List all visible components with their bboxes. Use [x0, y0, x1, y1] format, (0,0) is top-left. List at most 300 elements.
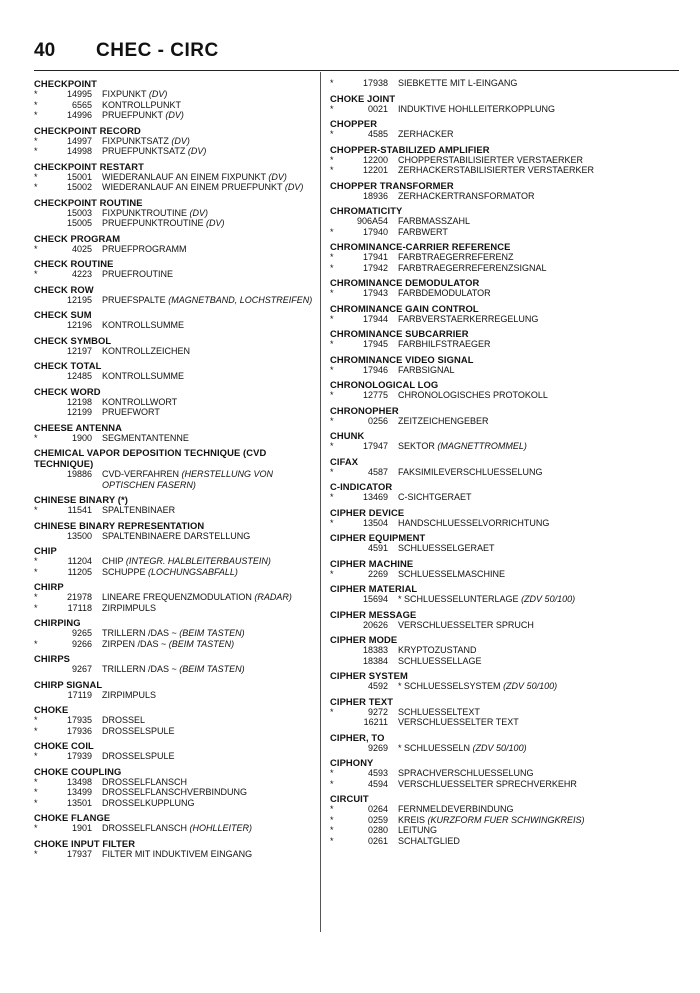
star-marker	[330, 743, 344, 754]
translation-text	[398, 365, 615, 376]
translation-term: KONTROLLZEICHEN	[102, 345, 191, 356]
entry-term: CHINESE BINARY (*)	[34, 494, 128, 505]
star-marker: *	[330, 768, 334, 778]
translation-term: CHRONOLOGISCHES PROTOKOLL	[398, 390, 548, 400]
entry-term: CIFAX	[330, 455, 359, 467]
translation-row	[330, 263, 615, 274]
star-marker: *	[34, 432, 38, 443]
translation-term: ZERHACKERTRANSFORMATOR	[398, 190, 535, 201]
entry-number: 17940	[362, 226, 388, 237]
dictionary-entry	[330, 757, 615, 789]
star-marker	[330, 594, 344, 605]
entry-number: 21978	[66, 592, 92, 602]
translation-term: PRUEFSPALTE	[102, 294, 166, 305]
translation-text	[102, 218, 319, 229]
entry-number: 17945	[362, 339, 388, 349]
dictionary-entry	[34, 447, 319, 490]
star-marker: *	[330, 835, 334, 846]
translation-term: DROSSELFLANSCH	[102, 776, 188, 787]
translation-text	[398, 467, 615, 478]
translation-row	[330, 78, 615, 89]
entry-term: CHECK TOTAL	[34, 360, 102, 371]
entry-number: 17944	[362, 313, 388, 324]
star-marker: *	[34, 715, 38, 725]
entry-term: CIPHONY	[330, 757, 374, 768]
entry-number: 12196	[66, 320, 92, 330]
star-marker: *	[34, 182, 38, 192]
entry-term: CHEESE ANTENNA	[34, 421, 123, 433]
translation-term: PRUEFROUTINE	[102, 269, 174, 279]
translation-text	[102, 556, 319, 567]
translation-text	[102, 320, 319, 331]
entry-number: 13498	[66, 776, 92, 787]
star-marker	[330, 543, 344, 554]
translation-row	[34, 639, 319, 650]
star-marker	[330, 656, 344, 667]
entry-number: 14998	[66, 146, 92, 156]
translation-row	[34, 664, 319, 675]
entry-term: CIPHER MACHINE	[330, 557, 414, 569]
translation-term: FARBHILFSTRAEGER	[398, 339, 491, 349]
translation-note: (BEIM TASTEN)	[179, 628, 245, 638]
entry-term: CHECKPOINT RECORD	[34, 124, 141, 136]
translation-row	[34, 505, 319, 516]
star-marker: *	[330, 441, 334, 451]
translation-row	[330, 191, 615, 202]
translation-row	[330, 707, 615, 718]
star-marker: *	[330, 252, 334, 262]
entry-number: 12198	[66, 396, 92, 407]
dictionary-entry	[34, 838, 319, 860]
entry-term: CHECK SUM	[34, 309, 92, 320]
translation-note: (ZDV 50/100)	[503, 681, 558, 691]
translation-text	[102, 371, 319, 382]
translation-note: (HOHLLEITER)	[189, 823, 253, 833]
translation-note: (DV)	[165, 110, 184, 120]
entry-number: 17118	[67, 602, 92, 613]
translation-row	[330, 804, 615, 815]
translation-row	[330, 717, 615, 728]
star-marker: *	[330, 288, 334, 298]
translation-text	[102, 295, 319, 306]
translation-row	[34, 849, 319, 860]
dictionary-entry	[330, 532, 615, 554]
dictionary-entry	[34, 704, 319, 736]
entry-term: CHOKE COUPLING	[34, 765, 122, 777]
star-marker: *	[34, 592, 38, 602]
entry-number: 19886	[66, 469, 92, 479]
translation-row	[34, 110, 319, 121]
translation-text	[102, 100, 319, 111]
translation-text	[102, 567, 319, 578]
translation-term: SCHALTGLIED	[398, 835, 460, 846]
translation-term: VERSCHLUESSELTER SPRECHVERKEHR	[398, 778, 577, 789]
dictionary-entry	[330, 180, 615, 202]
entry-term: CHOPPER	[330, 118, 378, 129]
star-marker: *	[330, 517, 334, 528]
translation-row	[330, 104, 615, 115]
star-marker: *	[34, 776, 38, 787]
star-marker: *	[330, 339, 334, 349]
translation-row	[34, 823, 319, 834]
entry-number: 17942	[362, 262, 388, 273]
translation-row	[330, 155, 615, 166]
translation-text	[102, 89, 319, 100]
entry-term: CIPHER TEXT	[330, 695, 394, 707]
entry-number: 4593	[367, 768, 388, 778]
translation-term: CHOPPERSTABILISIERTER VERSTAERKER	[398, 154, 584, 165]
translation-term: ZERHACKER	[398, 129, 454, 139]
translation-text	[398, 78, 615, 89]
translation-term: LINEARE FREQUENZMODULATION	[102, 592, 252, 602]
dictionary-entry	[34, 284, 319, 306]
translation-note: (KURZFORM FUER SCHWINGKREIS)	[427, 814, 585, 825]
translation-row	[330, 768, 615, 779]
translation-row	[330, 252, 615, 263]
star-marker	[34, 397, 48, 408]
translation-note: (DV)	[148, 89, 168, 99]
translation-text	[398, 836, 615, 847]
entry-term: CHECKPOINT	[34, 78, 97, 89]
entry-term: CHOKE INPUT FILTER	[34, 837, 136, 849]
translation-row	[34, 407, 319, 418]
entry-number: 0280	[367, 825, 388, 835]
translation-row	[330, 165, 615, 176]
translation-text	[398, 779, 615, 790]
translation-text	[398, 288, 615, 299]
translation-text	[398, 441, 615, 452]
dictionary-entry	[330, 241, 615, 273]
translation-term: KONTROLLWORT	[102, 396, 178, 407]
dictionary-entry	[34, 161, 319, 193]
translation-term: FIXPUNKT	[102, 89, 147, 99]
translation-row	[34, 397, 319, 408]
star-marker: *	[330, 313, 334, 324]
entry-term: CIPHER MESSAGE	[330, 608, 417, 620]
translation-term: SPALTENBINAER	[102, 505, 176, 515]
translation-row	[34, 208, 319, 219]
translation-text	[102, 777, 319, 788]
entry-term: CHROMINANCE GAIN CONTROL	[330, 302, 479, 314]
entry-term: CHROMINANCE DEMODULATOR	[330, 277, 480, 288]
entry-number: 0021	[367, 103, 388, 114]
dictionary-entry	[34, 812, 319, 834]
translation-row	[34, 787, 319, 798]
dictionary-entry	[330, 583, 615, 605]
dictionary-entry	[330, 609, 615, 631]
translation-row	[34, 751, 319, 762]
translation-term: ZIRPIMPULS	[102, 602, 157, 613]
translation-row	[330, 339, 615, 350]
left-column	[34, 78, 319, 863]
dictionary-entry	[34, 197, 319, 229]
translation-term: FARBVERSTAERKERREGELUNG	[398, 313, 539, 324]
entry-number: 17119	[67, 689, 92, 700]
translation-row	[34, 182, 319, 193]
entry-number: 17947	[362, 441, 388, 451]
translation-text	[398, 656, 615, 667]
translation-term: KRYPTOZUSTAND	[398, 645, 477, 655]
star-marker: *	[330, 364, 334, 375]
entry-term: CHOPPER TRANSFORMER	[330, 179, 454, 191]
entry-term: CHOKE JOINT	[330, 92, 396, 104]
entry-term: CHRONOLOGICAL LOG	[330, 379, 439, 390]
entry-term: CHROMINANCE VIDEO SIGNAL	[330, 353, 474, 365]
entry-number: 15001	[66, 171, 92, 182]
translation-term: DROSSELFLANSCH	[102, 823, 188, 833]
entry-number: 12485	[66, 371, 92, 381]
dictionary-entry	[330, 732, 615, 754]
header-rule	[34, 70, 679, 71]
star-marker: *	[330, 154, 334, 165]
entry-term: CHECK ROW	[34, 283, 94, 295]
entry-number: 17935	[66, 715, 92, 725]
entry-number: 11205	[67, 566, 92, 577]
translation-term: WIEDERANLAUF AN EINEM FIXPUNKT	[102, 171, 266, 182]
translation-text	[398, 216, 615, 227]
star-marker	[330, 717, 344, 728]
translation-note: (DV)	[268, 171, 287, 182]
translation-row	[34, 567, 319, 578]
translation-term: FIXPUNKTSATZ	[102, 135, 169, 146]
entry-number: 1900	[71, 432, 92, 443]
dictionary-entry	[330, 507, 615, 529]
entry-number: 13504	[362, 517, 388, 528]
star-marker: *	[330, 814, 334, 825]
entry-number: 12195	[66, 294, 92, 305]
translation-term: ZERHACKERSTABILISIERTER VERSTAERKER	[398, 165, 595, 175]
translation-text	[398, 815, 615, 826]
translation-term: SEGMENTANTENNE	[102, 432, 189, 443]
entry-number: 0264	[367, 804, 388, 814]
translation-row	[330, 645, 615, 656]
translation-text	[102, 433, 319, 444]
translation-row	[34, 172, 319, 183]
dictionary-entry	[34, 360, 319, 382]
translation-row	[330, 365, 615, 376]
entry-number: 15694	[362, 594, 388, 604]
translation-row	[330, 569, 615, 580]
star-marker: *	[34, 110, 38, 120]
translation-text	[398, 645, 615, 656]
translation-text	[398, 707, 615, 718]
translation-term: KREIS	[398, 814, 426, 825]
translation-row	[34, 531, 319, 542]
entry-term: CHIRPING	[34, 617, 81, 628]
translation-text	[102, 628, 319, 639]
dictionary-entry	[34, 617, 319, 649]
translation-row	[34, 715, 319, 726]
star-marker	[34, 480, 48, 491]
entry-number: 12200	[362, 154, 388, 165]
dictionary-entry	[34, 581, 319, 613]
star-marker: *	[34, 99, 38, 110]
translation-term: FERNMELDEVERBINDUNG	[398, 804, 514, 814]
star-marker: *	[34, 848, 38, 859]
translation-term: FARBTRAEGERREFERENZSIGNAL	[398, 262, 547, 273]
translation-term: SPALTENBINAERE DARSTELLUNG	[102, 530, 251, 541]
translation-term: FARBDEMODULATOR	[398, 288, 491, 298]
star-marker: *	[34, 135, 38, 146]
translation-text	[102, 469, 319, 480]
entry-number: 12199	[66, 407, 92, 417]
entry-term: CHROMATICITY	[330, 205, 403, 216]
translation-text	[398, 165, 615, 176]
translation-row	[330, 416, 615, 427]
translation-term: VERSCHLUESSELTER SPRUCH	[398, 619, 534, 630]
translation-row	[330, 227, 615, 238]
star-marker	[330, 216, 344, 227]
entry-number: 18936	[362, 190, 388, 201]
entry-term: CHOPPER-STABILIZED AMPLIFIER	[330, 143, 490, 155]
translation-text	[398, 416, 615, 427]
translation-term: TRILLERN /DAS ~	[102, 664, 177, 674]
dictionary-entry	[330, 118, 615, 140]
translation-term: DROSSEL	[102, 715, 146, 725]
entry-number: 13500	[66, 530, 92, 541]
translation-text	[102, 407, 319, 418]
star-marker	[34, 295, 48, 306]
translation-row	[34, 100, 319, 111]
dictionary-entry	[34, 653, 319, 675]
dictionary-entry	[330, 277, 615, 299]
translation-text	[398, 518, 615, 529]
translation-row	[34, 269, 319, 280]
star-marker: *	[34, 566, 38, 577]
translation-row	[34, 480, 319, 491]
entry-number: 9266	[71, 638, 92, 649]
translation-term: SCHUPPE	[102, 566, 146, 577]
translation-text	[102, 244, 319, 255]
dictionary-entry	[34, 422, 319, 444]
star-marker: *	[330, 390, 334, 400]
page-header	[34, 38, 674, 72]
translation-row	[330, 779, 615, 790]
translation-term: FILTER MIT INDUKTIVEM EINGANG	[102, 848, 253, 859]
entry-number: 4594	[367, 778, 388, 789]
entry-number: 4591	[367, 543, 388, 553]
translation-row	[330, 656, 615, 667]
entry-term: CHROMINANCE SUBCARRIER	[330, 328, 469, 339]
entry-term: CIPHER DEVICE	[330, 506, 405, 518]
star-marker: *	[330, 778, 334, 789]
translation-term: FARBMASSZAHL	[398, 216, 471, 226]
translation-row	[34, 628, 319, 639]
entry-number: 20626	[362, 619, 388, 630]
translation-row	[330, 216, 615, 227]
dictionary-entry	[34, 740, 319, 762]
translation-text	[398, 263, 615, 274]
entry-term: CHECK SYMBOL	[34, 334, 112, 346]
entry-term: CHROMINANCE-CARRIER REFERENCE	[330, 241, 511, 252]
star-marker: *	[330, 78, 334, 88]
translation-term: SCHLUESSELGERAET	[398, 543, 495, 553]
translation-note: (DV)	[206, 218, 225, 228]
translation-text	[398, 717, 615, 728]
entry-number: 15002	[66, 182, 92, 192]
translation-note: (DV)	[189, 207, 209, 218]
right-column	[330, 78, 615, 850]
entry-term: CIPHER EQUIPMENT	[330, 532, 426, 543]
translation-row	[330, 441, 615, 452]
entry-number: 9267	[71, 664, 92, 674]
translation-term: FAKSIMILEVERSCHLUESSELUNG	[398, 466, 543, 477]
translation-row	[34, 295, 319, 306]
entry-number	[48, 480, 102, 491]
page-number: 40	[34, 40, 56, 61]
translation-note: (ZDV 50/100)	[521, 594, 576, 604]
translation-row	[34, 136, 319, 147]
translation-text	[102, 136, 319, 147]
entry-number: 2269	[367, 568, 388, 579]
translation-text	[102, 172, 319, 183]
translation-text	[398, 390, 615, 401]
dictionary-entry	[330, 144, 615, 176]
dictionary-entry	[330, 634, 615, 666]
translation-text	[102, 480, 319, 491]
translation-term: DROSSELSPULE	[102, 751, 175, 761]
entry-number: 4223	[71, 269, 92, 279]
entry-number: 14997	[66, 135, 92, 146]
translation-row	[330, 594, 615, 605]
star-marker	[34, 346, 48, 357]
dictionary-entry	[34, 78, 319, 121]
star-marker: *	[34, 638, 38, 649]
translation-text	[102, 592, 319, 603]
entry-number: 13469	[362, 492, 388, 502]
entry-number: 14996	[66, 110, 92, 120]
star-marker: *	[34, 602, 38, 613]
translation-text	[102, 726, 319, 737]
entry-number: 13499	[66, 787, 92, 797]
translation-term: PRUEFPUNKT	[102, 110, 163, 120]
translation-text	[102, 531, 319, 542]
translation-text	[398, 620, 615, 631]
dictionary-entry	[330, 354, 615, 376]
translation-text	[398, 743, 615, 754]
entry-term: CHEMICAL VAPOR DEPOSITION TECHNIQUE (CVD TECHNIQUE)	[34, 447, 267, 469]
dictionary-entry	[34, 545, 319, 577]
dictionary-entry	[34, 335, 319, 357]
entry-term: CHIP	[34, 545, 57, 556]
translation-text	[398, 339, 615, 350]
translation-term: SCHLUESSELLAGE	[398, 655, 482, 666]
entry-term: CHUNK	[330, 430, 365, 441]
dictionary-entry	[330, 430, 615, 452]
translation-term: CHIP	[102, 556, 124, 566]
translation-text	[398, 594, 615, 605]
entry-number: 18383	[362, 645, 388, 655]
entry-term: CIPHER, TO	[330, 731, 385, 743]
dictionary-entry	[34, 494, 319, 516]
entry-number: 4592	[367, 681, 388, 691]
translation-text	[102, 110, 319, 121]
translation-note: (DV)	[284, 182, 304, 192]
translation-row	[330, 620, 615, 631]
star-marker	[34, 469, 48, 480]
dictionary-entry	[330, 379, 615, 401]
star-marker: *	[34, 787, 38, 797]
entry-term: CHIRP	[34, 581, 64, 592]
translation-text	[102, 146, 319, 157]
entry-term: CHIRP SIGNAL	[34, 678, 103, 690]
translation-term: FARBWERT	[398, 226, 448, 237]
translation-row	[34, 690, 319, 701]
star-marker: *	[34, 269, 38, 279]
star-marker: *	[330, 226, 334, 237]
entry-term: C-INDICATOR	[330, 481, 393, 492]
star-marker	[34, 218, 48, 229]
